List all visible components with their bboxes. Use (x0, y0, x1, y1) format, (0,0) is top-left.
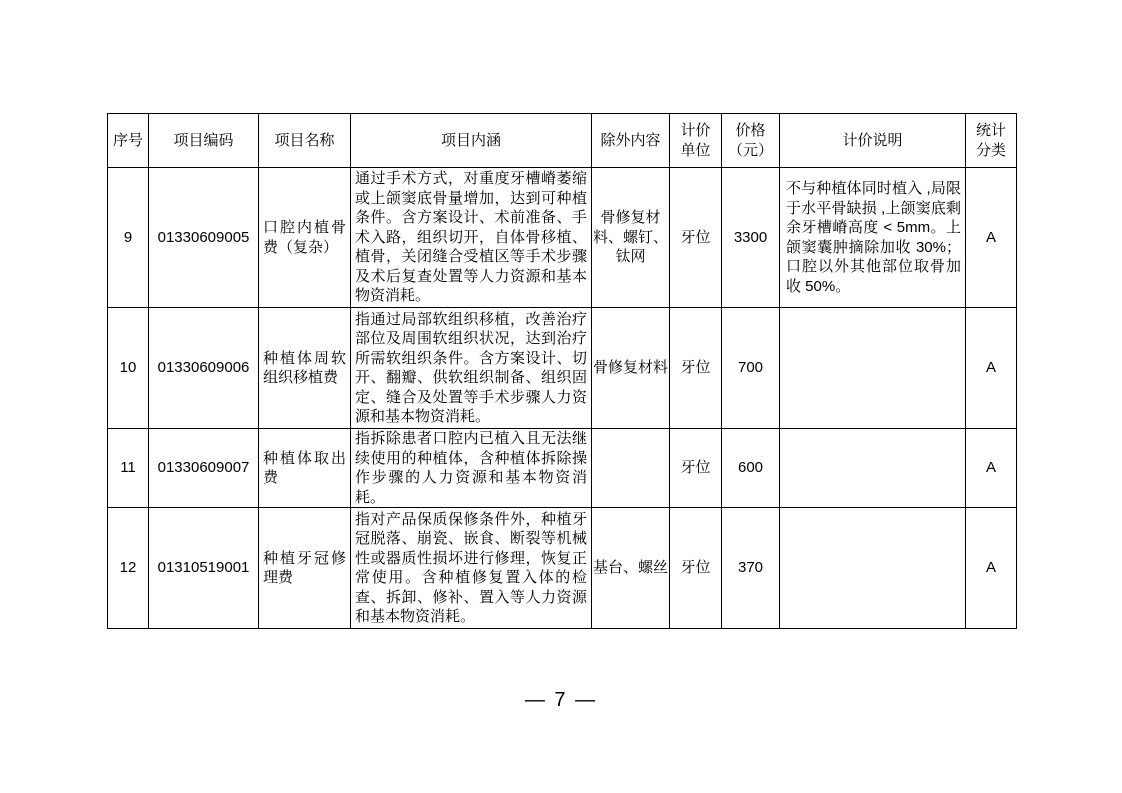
content-text: 指拆除患者口腔内已植入且无法继续使用的种植体，含种植体拆除操作步骤的人力资源和基本物资消耗。 (355, 430, 587, 506)
cell-unit (670, 429, 722, 508)
cell-unit (670, 308, 722, 429)
header-unit (670, 114, 722, 168)
cell-category (966, 508, 1017, 629)
seq-text: 11 (120, 459, 136, 477)
table-header-row (108, 114, 1017, 168)
header-code (149, 114, 259, 168)
header-content-label: 项目内涵 (440, 131, 501, 149)
header-notes-label: 计价说明 (842, 131, 903, 149)
header-seq (108, 114, 149, 168)
pricing-table (107, 113, 1017, 629)
cell-code (149, 168, 259, 308)
cell-content (351, 308, 592, 429)
cell-unit (670, 508, 722, 629)
cell-category (966, 168, 1017, 308)
header-price-line-2: （元） (727, 141, 773, 159)
code-text: 01310519001 (157, 559, 250, 577)
cell-price (722, 508, 780, 629)
cell-category (966, 308, 1017, 429)
header-code-label: 项目编码 (173, 131, 234, 149)
cell-notes (780, 308, 966, 429)
header-unit-line-1: 计价 (680, 122, 711, 139)
cell-code (149, 429, 259, 508)
category-text: A (985, 359, 996, 377)
exclusions-text (592, 429, 669, 507)
price-text: 600 (737, 459, 764, 477)
cell-name (259, 168, 351, 308)
code-text: 01330609006 (157, 359, 250, 377)
price-text: 370 (737, 559, 764, 577)
header-exclusions-label: 除外内容 (600, 131, 661, 149)
cell-notes (780, 429, 966, 508)
price-text: 700 (737, 359, 764, 377)
price-text: 3300 (733, 228, 768, 246)
cell-seq (108, 308, 149, 429)
header-unit-line-2: 单位 (680, 141, 711, 159)
cell-seq (108, 508, 149, 629)
cell-code (149, 508, 259, 629)
cell-seq (108, 168, 149, 308)
notes-text (780, 429, 965, 507)
unit-text: 牙位 (680, 559, 711, 577)
seq-text: 9 (123, 228, 133, 246)
table-row (108, 168, 1017, 308)
code-text: 01330609005 (157, 228, 250, 246)
cell-name (259, 429, 351, 508)
cell-price (722, 308, 780, 429)
unit-text: 牙位 (680, 359, 711, 377)
category-text: A (985, 459, 996, 477)
header-category-label (966, 114, 1016, 167)
name-text: 种植体周软组织移植费 (263, 349, 346, 386)
code-text: 01330609007 (157, 459, 250, 477)
cell-code (149, 308, 259, 429)
name-text: 口腔内植骨费（复杂） (263, 219, 346, 256)
header-unit-label (670, 114, 721, 167)
cell-seq (108, 429, 149, 508)
header-notes (780, 114, 966, 168)
cell-exclusions (592, 508, 670, 629)
header-name-label: 项目名称 (274, 131, 335, 149)
name-text: 种植牙冠修理费 (263, 549, 346, 586)
header-category-line-2: 分类 (975, 141, 1006, 159)
cell-notes (780, 508, 966, 629)
seq-text: 12 (119, 559, 137, 577)
header-price-line-1: 价格 (735, 122, 766, 139)
table-row (108, 429, 1017, 508)
cell-name (259, 508, 351, 629)
table-row (108, 508, 1017, 629)
table-row (108, 308, 1017, 429)
notes-text: 不与种植体同时植入 ,局限于水平骨缺损 ,上颌窦底剩余牙槽嵴高度 < 5mm。上颌窦囊肿摘除加收 30%；口腔以外其他部位取骨加收 50%。 (786, 180, 961, 295)
notes-text (780, 308, 965, 428)
cell-content (351, 168, 592, 308)
exclusions-text: 骨修复材料、螺钉、钛网 (592, 209, 668, 266)
header-name (259, 114, 351, 168)
header-seq-label: 序号 (112, 131, 143, 149)
cell-content (351, 429, 592, 508)
content-text: 指通过局部软组织移植，改善治疗部位及周围软组织状况，达到治疗所需软组织条件。含方案设计、切开、翻瓣、供软组织制备、组织固定、缝合及处置等手术步骤人力资源和基本物资消耗。 (355, 310, 587, 425)
cell-name (259, 308, 351, 429)
header-exclusions (592, 114, 670, 168)
unit-text: 牙位 (680, 228, 711, 246)
cell-exclusions (592, 168, 670, 308)
name-text: 种植体取出费 (263, 449, 346, 486)
header-category (966, 114, 1017, 168)
content-text: 通过手术方式，对重度牙槽嵴萎缩或上颌窦底骨量增加，达到可种植条件。含方案设计、术前准备、手术入路，组织切开，自体骨移植、植骨，关闭缝合受植区等手术步骤及术后复查处置等人力资源和基本物资消耗。 (355, 170, 587, 305)
cell-price (722, 168, 780, 308)
cell-notes (780, 168, 966, 308)
cell-exclusions (592, 429, 670, 508)
seq-text: 10 (119, 359, 137, 377)
exclusions-text: 骨修复材料 (592, 359, 668, 377)
header-price-label (722, 114, 779, 167)
cell-exclusions (592, 308, 670, 429)
header-content (351, 114, 592, 168)
exclusions-text: 基台、螺丝 (592, 559, 668, 577)
content-text: 指对产品保质保修条件外，种植牙冠脱落、崩瓷、嵌食、断裂等机械性或器质性损坏进行修理，恢复正常使用。含种植修复置入体的检查、拆卸、修补、置入等人力资源和基本物资消耗。 (355, 510, 587, 625)
cell-category (966, 429, 1017, 508)
page-number: — 7 — (524, 689, 598, 711)
notes-text (780, 508, 965, 628)
category-text: A (985, 559, 996, 577)
category-text: A (985, 228, 996, 246)
unit-text: 牙位 (680, 459, 711, 477)
cell-price (722, 429, 780, 508)
header-category-line-1: 统计 (975, 122, 1006, 139)
header-price (722, 114, 780, 168)
cell-unit (670, 168, 722, 308)
cell-content (351, 508, 592, 629)
